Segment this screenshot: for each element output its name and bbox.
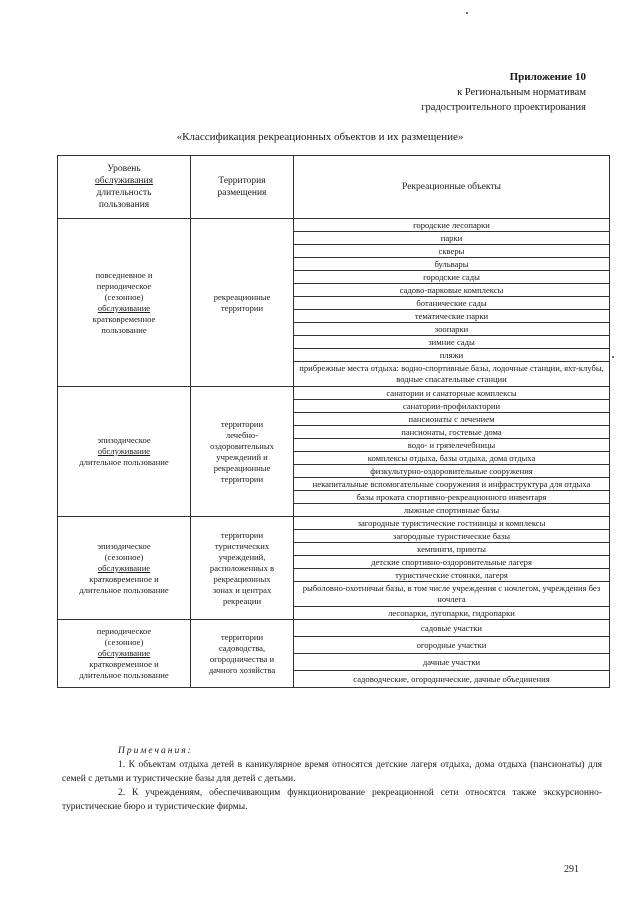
recreation-object-cell: зоопарки — [294, 323, 610, 336]
service-level-line: эпизодическое — [97, 540, 151, 551]
recreation-object-cell: санатории-профилактории — [294, 400, 610, 413]
service-level-cell — [58, 517, 191, 620]
recreation-object-cell: санатории и санаторные комплексы — [294, 387, 610, 400]
recreation-object-cell: бульвары — [294, 258, 610, 271]
table-row — [58, 387, 610, 400]
service-level-line: кратковременное и — [89, 659, 159, 669]
header-objects: Рекреационные объекты — [294, 156, 610, 219]
recreation-object-cell: туристические стоянки, лагеря — [294, 569, 610, 582]
recreation-object-cell: пляжи — [294, 349, 610, 362]
territory-line: рекреации — [222, 595, 262, 606]
service-level-cell — [58, 387, 191, 517]
recreation-object-cell: скверы — [294, 245, 610, 258]
territory-line: рекреационных — [213, 573, 271, 584]
territory-cell — [191, 219, 294, 387]
territory-line: зонах и центрах — [212, 584, 272, 595]
recreation-object-cell: огородные участки — [294, 637, 610, 654]
recreation-object-cell: садово-парковые комплексы — [294, 284, 610, 297]
territory-cell — [191, 517, 294, 620]
service-level-cell — [58, 219, 191, 387]
table-row — [58, 517, 610, 530]
table-body — [58, 219, 610, 688]
service-level-line: периодическое — [96, 280, 152, 291]
territory-line: садоводства, — [218, 642, 266, 653]
note-item: 2. К учреждениям, обеспечивающим функционирование рекреационной сети относятся также экскурсионно-туристические бюро и туристические фирмы. — [62, 788, 602, 812]
service-level-line: (сезонное) — [104, 637, 144, 647]
note-item: 1. К объектам отдыха детей в каникулярное время относятся детские лагеря отдыха, дома отдыха (пансионаты) для семей с детьми и туристические базы для детей с детьми. — [62, 760, 602, 784]
recreation-object-cell: садоводческие, огороднические, дачные объединения — [294, 671, 610, 688]
recreation-object-cell: городские лесопарки — [294, 219, 610, 232]
service-level-line: кратковременное — [92, 313, 156, 324]
table-header-row — [58, 156, 610, 219]
header-level-line: Уровень — [107, 164, 141, 174]
territory-line: учреждений и — [216, 451, 268, 462]
territory-line: территории — [220, 631, 264, 642]
recreation-object-cell: прибрежные места отдыха: водно-спортивные базы, лодочные станции, яхт-клубы, водные спасательные станции — [294, 362, 610, 387]
territory-line: расположенных в — [209, 562, 275, 573]
service-level-line: длительное пользование — [79, 584, 169, 595]
scan-speck — [466, 12, 468, 14]
recreation-table — [57, 155, 610, 688]
service-level-line: (сезонное) — [104, 291, 144, 302]
territory-line: огородничества и — [209, 653, 275, 664]
header-level-line: обслуживания — [95, 176, 153, 186]
recreation-object-cell: водо- и грязелечебницы — [294, 439, 610, 452]
territory-line: учреждений, — [218, 551, 266, 562]
service-level-line: обслуживание — [97, 446, 151, 456]
service-level-cell — [58, 620, 191, 688]
scan-speck — [612, 356, 614, 358]
service-level-line: (сезонное) — [104, 551, 144, 562]
recreation-object-cell: пансионаты с лечением — [294, 413, 610, 426]
notes — [62, 744, 602, 814]
recreation-object-cell: базы проката спортивно-рекреационного инвентаря — [294, 491, 610, 504]
recreation-object-cell: пансионаты, гостевые дома — [294, 426, 610, 439]
territory-line: территории — [220, 473, 264, 484]
recreation-object-cell: загородные туристические гостиницы и комплексы — [294, 517, 610, 530]
notes-title: Примечания: — [118, 746, 193, 756]
recreation-object-cell: ботанические сады — [294, 297, 610, 310]
service-level-line: длительное пользование — [79, 670, 169, 680]
recreation-object-cell: дачные участки — [294, 654, 610, 671]
territory-line: оздоровительных — [210, 440, 274, 451]
appendix-header — [286, 70, 586, 115]
recreation-object-cell: тематические парки — [294, 310, 610, 323]
recreation-object-cell: некапитальные вспомогательные сооружения и инфраструктура для отдыха — [294, 478, 610, 491]
service-level-line: обслуживание — [97, 648, 151, 658]
territory-cell — [191, 620, 294, 688]
recreation-object-cell: лесопарки, лугопарки, гидропарки — [294, 607, 610, 620]
territory-line: территории — [220, 529, 264, 540]
recreation-object-cell: физкультурно-оздоровительные сооружения — [294, 465, 610, 478]
document-title: «Классификация рекреационных объектов и их размещение» — [176, 131, 464, 143]
service-level-line: кратковременное и — [89, 573, 159, 584]
service-level-line: пользование — [101, 324, 147, 335]
header-territory-line: размещения — [217, 188, 267, 198]
header-level — [58, 156, 191, 219]
territory-line: лечебно- — [225, 429, 259, 440]
header-level-line: длительность — [96, 188, 152, 198]
header-territory-line: Территория — [218, 176, 266, 186]
territory-line: территории — [220, 302, 264, 313]
header-territory — [191, 156, 294, 219]
territory-line: рекреационные — [213, 291, 271, 302]
recreation-object-cell: загородные туристические базы — [294, 530, 610, 543]
recreation-object-cell: рыболовно-охотничьи базы, в том числе учреждения с ночлегом, учреждения без ночлега — [294, 582, 610, 607]
recreation-object-cell: садовые участки — [294, 620, 610, 637]
service-level-line: длительное пользование — [79, 457, 169, 467]
service-level-line: обслуживание — [97, 302, 151, 313]
appendix-line-2: к Региональным нормативам — [457, 87, 586, 98]
territory-cell — [191, 387, 294, 517]
table-row — [58, 219, 610, 232]
page-number: 291 — [564, 864, 579, 875]
service-level-line: повседневное и — [95, 269, 153, 280]
appendix-number: Приложение 10 — [509, 71, 586, 83]
recreation-object-cell: зимние сады — [294, 336, 610, 349]
service-level-line: эпизодическое — [97, 435, 151, 445]
recreation-object-cell: детские спортивно-оздоровительные лагеря — [294, 556, 610, 569]
service-level-line: периодическое — [96, 626, 152, 636]
recreation-object-cell: кемпинги, приюты — [294, 543, 610, 556]
territory-line: дачного хозяйства — [208, 664, 276, 675]
recreation-object-cell: парки — [294, 232, 610, 245]
recreation-object-cell: комплексы отдыха, базы отдыха, дома отдыха — [294, 452, 610, 465]
header-level-line: пользования — [98, 200, 150, 210]
territory-line: территории — [220, 418, 264, 429]
territory-line: рекреационные — [213, 462, 271, 473]
table-row — [58, 620, 610, 637]
appendix-line-3: градостроительного проектирования — [421, 102, 586, 113]
recreation-object-cell: городские сады — [294, 271, 610, 284]
recreation-object-cell: лыжные спортивные базы — [294, 504, 610, 517]
service-level-line: обслуживание — [97, 562, 151, 573]
territory-line: туристических — [214, 540, 270, 551]
